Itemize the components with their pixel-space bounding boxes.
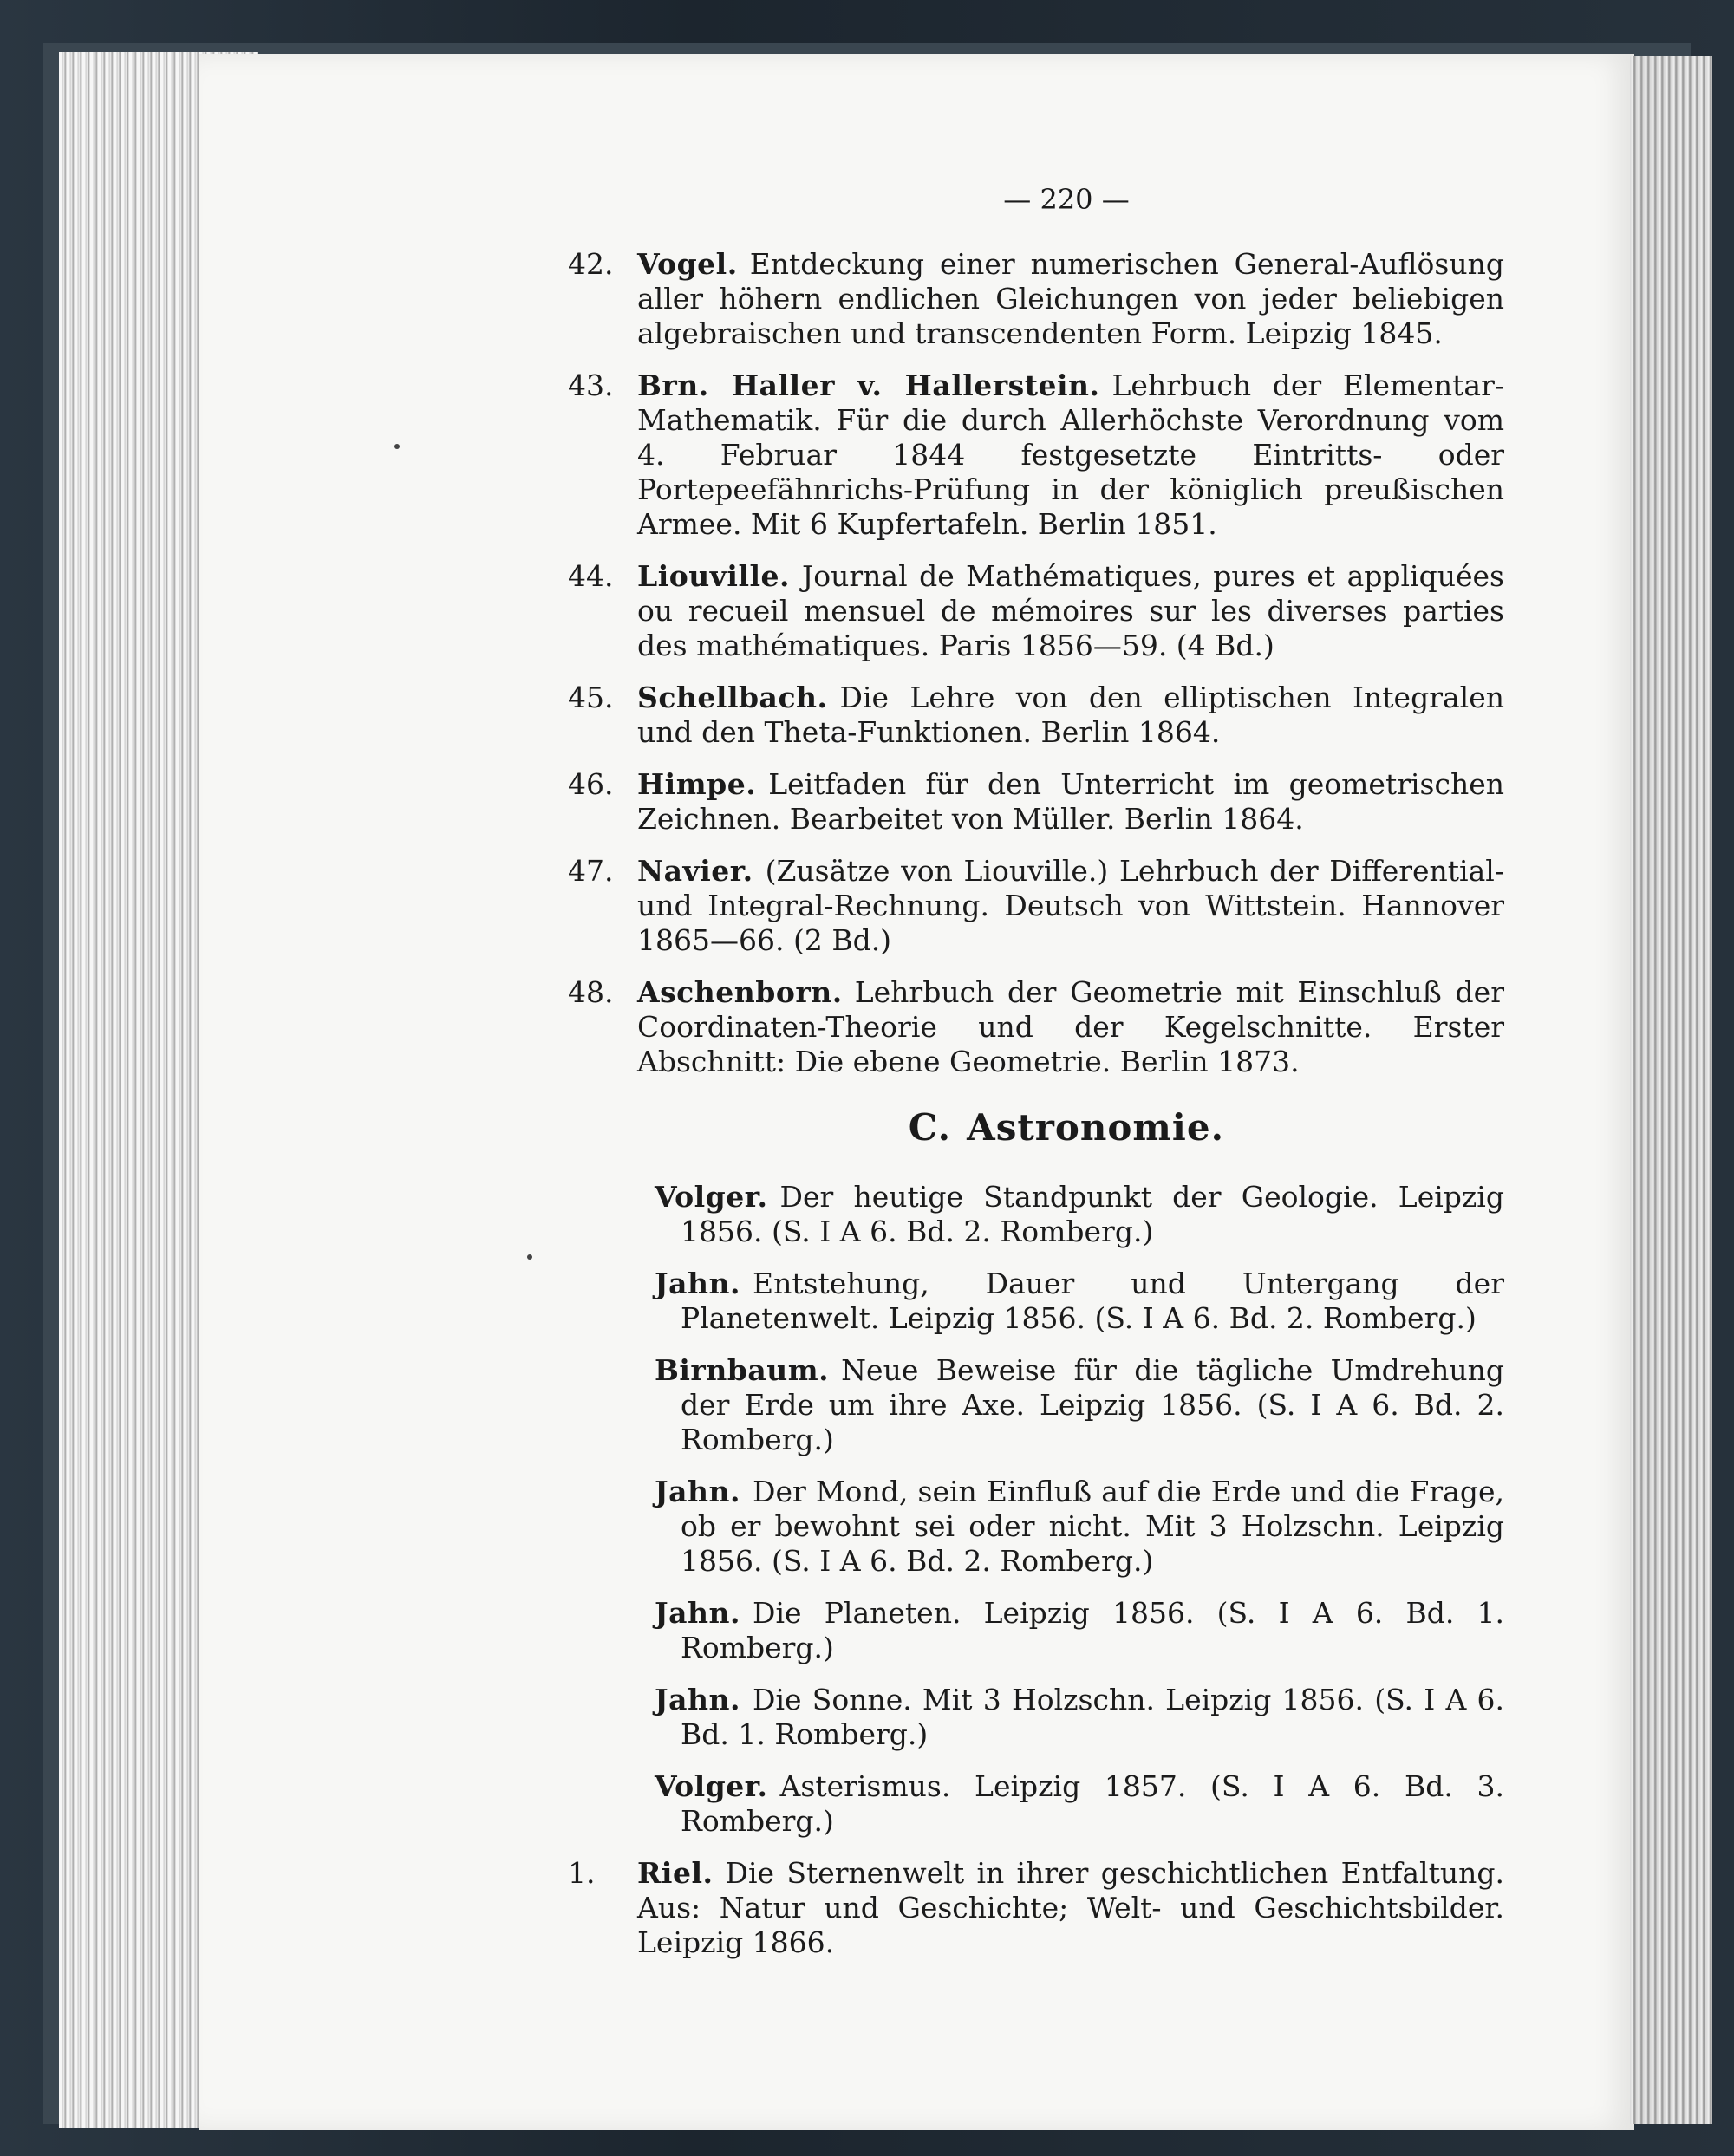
entries-top [568, 247, 1504, 1079]
bibliography-entry [568, 368, 1504, 542]
entry-text: Die Sternenwelt in ihrer geschichtlichen Entfaltung. Aus: Natur und Geschichte; Welt- und Geschichtsbilder. Leipzig 1866. [637, 1856, 1504, 1959]
entry-text: Der Mond, sein Einfluß auf die Erde und die Frage, ob er bewohnt sei oder nicht. Mit 3 Holzschn. Leipzig 1856. (S. I A 6. Bd. 2. Romberg.) [681, 1475, 1504, 1578]
entry-text: Entdeckung einer numerischen General-Auflösung aller höhern endlichen Gleichungen von jeder beliebigen algebraischen und transcendenten Form. Leipzig 1845. [637, 247, 1504, 350]
bibliography-entry [568, 1267, 1504, 1336]
entry-text: Asterismus. Leipzig 1857. (S. I A 6. Bd. 3. Romberg.) [681, 1769, 1504, 1838]
entry-text: Journal de Mathématiques, pures et appliquées ou recueil mensuel de mémoires sur les diverses parties des mathématiques. Paris 1856—59. (4 Bd.) [637, 559, 1504, 662]
bibliography-entry [568, 559, 1504, 663]
entry-text: Lehrbuch der Elementar-Mathematik. Für die durch Allerhöchste Verordnung vom 4. Februar 1844 festgesetzte Eintritts- oder Portepeefähnrichs-Prüfung in der königlich preußischen Armee. Mit 6 Kupfertafeln. Berlin 1851. [637, 368, 1504, 541]
entry-number: 1. [568, 1856, 596, 1890]
entry-number: 42. [568, 247, 614, 281]
entry-text: Entstehung, Dauer und Untergang der Planetenwelt. Leipzig 1856. (S. I A 6. Bd. 2. Romberg.) [681, 1267, 1504, 1335]
entry-author: Navier. [637, 854, 753, 888]
bibliography-entry [568, 1856, 1504, 1960]
entry-author: Aschenborn. [637, 975, 843, 1009]
entry-number: 45. [568, 681, 614, 714]
bibliography-entry [568, 975, 1504, 1079]
stray-mark [527, 1254, 532, 1260]
bibliography-entry [568, 854, 1504, 958]
section-letter: C. [908, 1106, 952, 1149]
entry-number: 47. [568, 854, 614, 888]
bibliography-entry [568, 1683, 1504, 1752]
entries-bottom [568, 1180, 1504, 1960]
entry-author: Schellbach. [637, 681, 828, 714]
bibliography-entry [568, 1596, 1504, 1665]
section-title: Astronomie. [967, 1106, 1225, 1149]
page-text [568, 183, 1504, 1977]
stray-mark [394, 444, 400, 449]
entry-author: Himpe. [637, 767, 757, 801]
entry-author: Liouville. [637, 559, 791, 593]
section-heading [629, 1106, 1504, 1149]
page-edge-stack-right [1630, 56, 1712, 2124]
entry-author: Volger. [655, 1769, 768, 1803]
entry-number: 44. [568, 559, 614, 593]
entry-author: Jahn. [655, 1267, 740, 1300]
entry-text: Der heutige Standpunkt der Geologie. Leipzig 1856. (S. I A 6. Bd. 2. Romberg.) [681, 1180, 1504, 1248]
entry-text: Die Planeten. Leipzig 1856. (S. I A 6. Bd. 1. Romberg.) [681, 1596, 1504, 1664]
entry-author: Volger. [655, 1180, 768, 1214]
entry-author: Jahn. [655, 1683, 740, 1716]
entry-number: 46. [568, 767, 614, 801]
entry-text: Die Sonne. Mit 3 Holzschn. Leipzig 1856. (S. I A 6. Bd. 1. Romberg.) [681, 1683, 1504, 1751]
bibliography-entry [568, 247, 1504, 351]
entry-text: (Zusätze von Liouville.) Lehrbuch der Differential- und Integral-Rechnung. Deutsch von Wittstein. Hannover 1865—66. (2 Bd.) [637, 854, 1504, 957]
entry-author: Jahn. [655, 1475, 740, 1508]
bibliography-entry [568, 1353, 1504, 1457]
entry-number: 43. [568, 368, 614, 402]
entry-text: Neue Beweise für die tägliche Umdrehung der Erde um ihre Axe. Leipzig 1856. (S. I A 6. Bd. 2. Romberg.) [681, 1353, 1504, 1456]
bibliography-entry [568, 767, 1504, 837]
entry-text: Lehrbuch der Geometrie mit Einschluß der Coordinaten-Theorie und der Kegelschnitte. Erster Abschnitt: Die ebene Geometrie. Berlin 1873. [637, 975, 1504, 1078]
bibliography-entry [568, 681, 1504, 750]
page-number: — 220 — [1003, 183, 1130, 216]
entry-number: 48. [568, 975, 614, 1009]
entry-text: Leitfaden für den Unterricht im geometrischen Zeichnen. Bearbeitet von Müller. Berlin 1864. [637, 767, 1504, 836]
entry-text: Die Lehre von den elliptischen Integralen und den Theta-Funktionen. Berlin 1864. [637, 681, 1504, 749]
entry-author: Vogel. [637, 247, 738, 281]
entry-author: Riel. [637, 1856, 714, 1890]
entry-author: Birnbaum. [655, 1353, 830, 1387]
entry-author: Brn. Haller v. Hallerstein. [637, 368, 1100, 402]
bibliography-entry [568, 1180, 1504, 1249]
entry-author: Jahn. [655, 1596, 740, 1630]
bibliography-entry [568, 1769, 1504, 1839]
bibliography-entry [568, 1475, 1504, 1579]
